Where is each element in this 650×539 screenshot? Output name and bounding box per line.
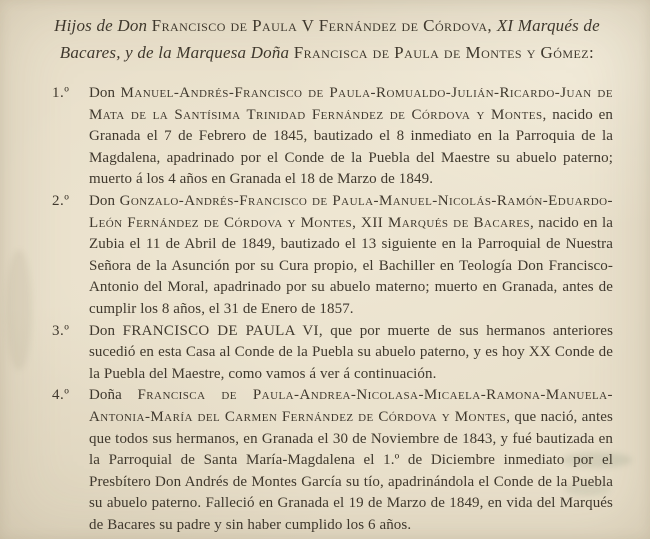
text-segment: FRANCISCO DE PAULA VI xyxy=(122,322,319,339)
text-segment: Gonzalo-Andrés-Francisco de Paula-Manuel-Nicolás-Ramón-Eduardo-León Fernández de Córdova y Montes, XII Marqués de Bacares xyxy=(89,192,613,231)
item-number: 4.º xyxy=(52,387,70,404)
list-item xyxy=(52,385,613,536)
text-segment: Don xyxy=(89,192,120,209)
text-segment: , que por muerte de sus hermanos anteriores sucedió en esta Casa al Conde de la Puebla su abuelo paterno, y es hoy XX Conde de la Puebla del Maestre, como vamos á ver á continuación. xyxy=(89,322,614,382)
text-segment: Manuel-Andrés-Francisco de Paula-Romualdo-Julián-Ricardo-Juan de Mata de la Santísima Trinidad Fernández de Córdova y Montes xyxy=(89,85,613,123)
text-segment: Francisca de Paula-Andrea-Nicolasa-Micaela-Ramona-Manuela-Antonia-María del Carmen Fernández de Córdova y Montes xyxy=(89,387,613,425)
list-item xyxy=(52,321,613,386)
text-segment: , que nació, antes que todos sus hermanos, en Granada el 30 de Noviembre de 1843, y fué bautizada en la Parroquial de Santa María-Magdalena el 1.º de Diciembre inmediato por el Presbítero Don Andrés de Montes García su tío, apadrinándola el Conde de la Puebla su abuelo paterno. Falleció en Granada el 19 de Marzo de 1849, en vida del Marqués de Bacares su padre y sin haber cumplido los 6 años. xyxy=(89,408,613,533)
text-segment: Don xyxy=(89,85,121,101)
item-text xyxy=(89,385,613,536)
text-segment: , nacido en la Zubia el 11 de Abril de 1849, bautizado el 13 siguiente en la Parroquial de Nuestra Señora de la Asunción por su Cura propio, el Bachiller en Teología Don Francisco-Antonio del Moral, apadrinado por su abuelo materno; muerto en Granada, antes de cumplir los 8 años, el 31 de Enero de 1857. xyxy=(89,214,613,317)
title-segment: Hijos de Don xyxy=(54,16,152,35)
title-segment: Francisco de Paula V Fernández de Córdova, xyxy=(151,16,497,35)
title-segment: XI Marqués de Bacares, y de la Marquesa Doña xyxy=(59,16,600,62)
title-segment: Francisca de Paula de Montes y Gómez: xyxy=(293,42,595,62)
paper-stain xyxy=(6,250,32,370)
text-segment: Doña xyxy=(89,387,138,404)
list-item xyxy=(52,83,613,191)
item-number: 1.º xyxy=(52,85,70,101)
text-segment: , nacido en Granada el 7 de Febrero de 1845, bautizado el 8 inmediato en la Parroquia de la Magdalena, apadrinado por el Conde de la Puebla del Maestre su abuelo paterno; muerto á los 4 años en Granada el 18 de Marzo de 1849. xyxy=(89,106,613,188)
children-list xyxy=(52,83,613,536)
item-text xyxy=(89,191,613,321)
text-segment: Don xyxy=(89,322,123,339)
item-text xyxy=(89,83,613,191)
item-number: 2.º xyxy=(52,192,70,209)
page-title xyxy=(46,13,608,66)
list-item xyxy=(52,191,613,321)
item-text xyxy=(89,321,613,386)
item-number: 3.º xyxy=(52,322,70,339)
